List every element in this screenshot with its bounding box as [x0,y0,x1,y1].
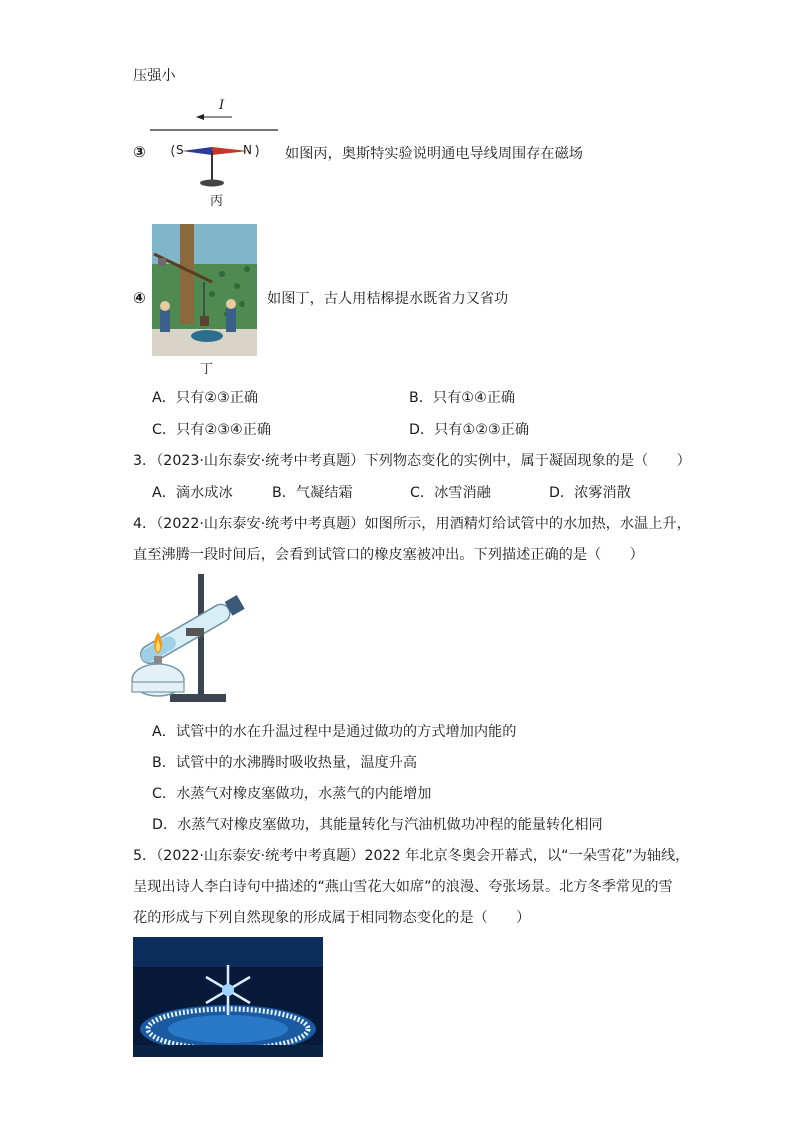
q2-option-b: B．只有①④正确 [409,390,516,406]
q3-option-a: A．滴水成冰 [152,485,233,501]
q4-stem-line1: 4．（2022·山东泰安·统考中考真题）如图所示，用酒精灯给试管中的水加热，水温上升， [133,516,691,532]
q2-option-c: C．只有②③④正确 [152,422,272,438]
q3-option-c: C．冰雪消融 [410,485,491,501]
figure-alcohol-lamp [130,570,255,705]
q4-option-c: C．水蒸气对橡皮塞做功，水蒸气的内能增加 [152,786,432,802]
q3-stem: 3．（2023·山东泰安·统考中考真题）下列物态变化的实例中，属于凝固现象的是（ ） [133,453,691,469]
q3-option-d: D．浓雾消散 [549,485,631,501]
q4-option-d: D．水蒸气对橡皮塞做功，其能量转化与汽油机做功冲程的能量转化相同 [152,817,603,833]
figure-well-sweep [152,224,257,356]
q5-stem-line3: 花的形成与下列自然现象的形成属于相同物态变化的是（ ） [133,910,531,926]
item-3-text: 如图丙，奥斯特实验说明通电导线周围存在磁场 [285,146,583,162]
current-label: I [219,98,225,113]
item-4-text: 如图丁，古人用桔槔提水既省力又省功 [267,291,509,307]
q5-stem-line2: 呈现出诗人李白诗句中描述的“燕山雪花大如席”的浪漫、夸张场景。北方冬季常见的雪 [133,879,673,895]
q3-option-b: B．气凝结霜 [272,485,353,501]
figure-label-bing: 丙 [210,194,224,209]
q2-option-d: D．只有①②③正确 [409,422,530,438]
q4-stem-line2: 直至沸腾一段时间后，会看到试管口的橡皮塞被冲出。下列描述正确的是（ ） [133,547,644,563]
figure-olympic-snowflake [133,937,323,1057]
north-pole-label: N [243,143,252,157]
item-marker-3: ③ [133,143,146,161]
q2-option-a: A．只有②③正确 [152,390,259,406]
q4-option-a: A．试管中的水在升温过程中是通过做功的方式增加内能的 [152,724,517,740]
figure-label-ding: 丁 [200,362,214,377]
continued-text: 压强小 [133,68,176,84]
item-marker-4: ④ [133,289,146,307]
q5-stem-line1: 5．（2022·山东泰安·统考中考真题）2022 年北京冬奥会开幕式，以“一朵雪花”为轴线， [133,848,690,864]
south-pole-label: S [176,143,184,157]
q4-option-b: B．试管中的水沸腾时吸收热量，温度升高 [152,755,418,771]
